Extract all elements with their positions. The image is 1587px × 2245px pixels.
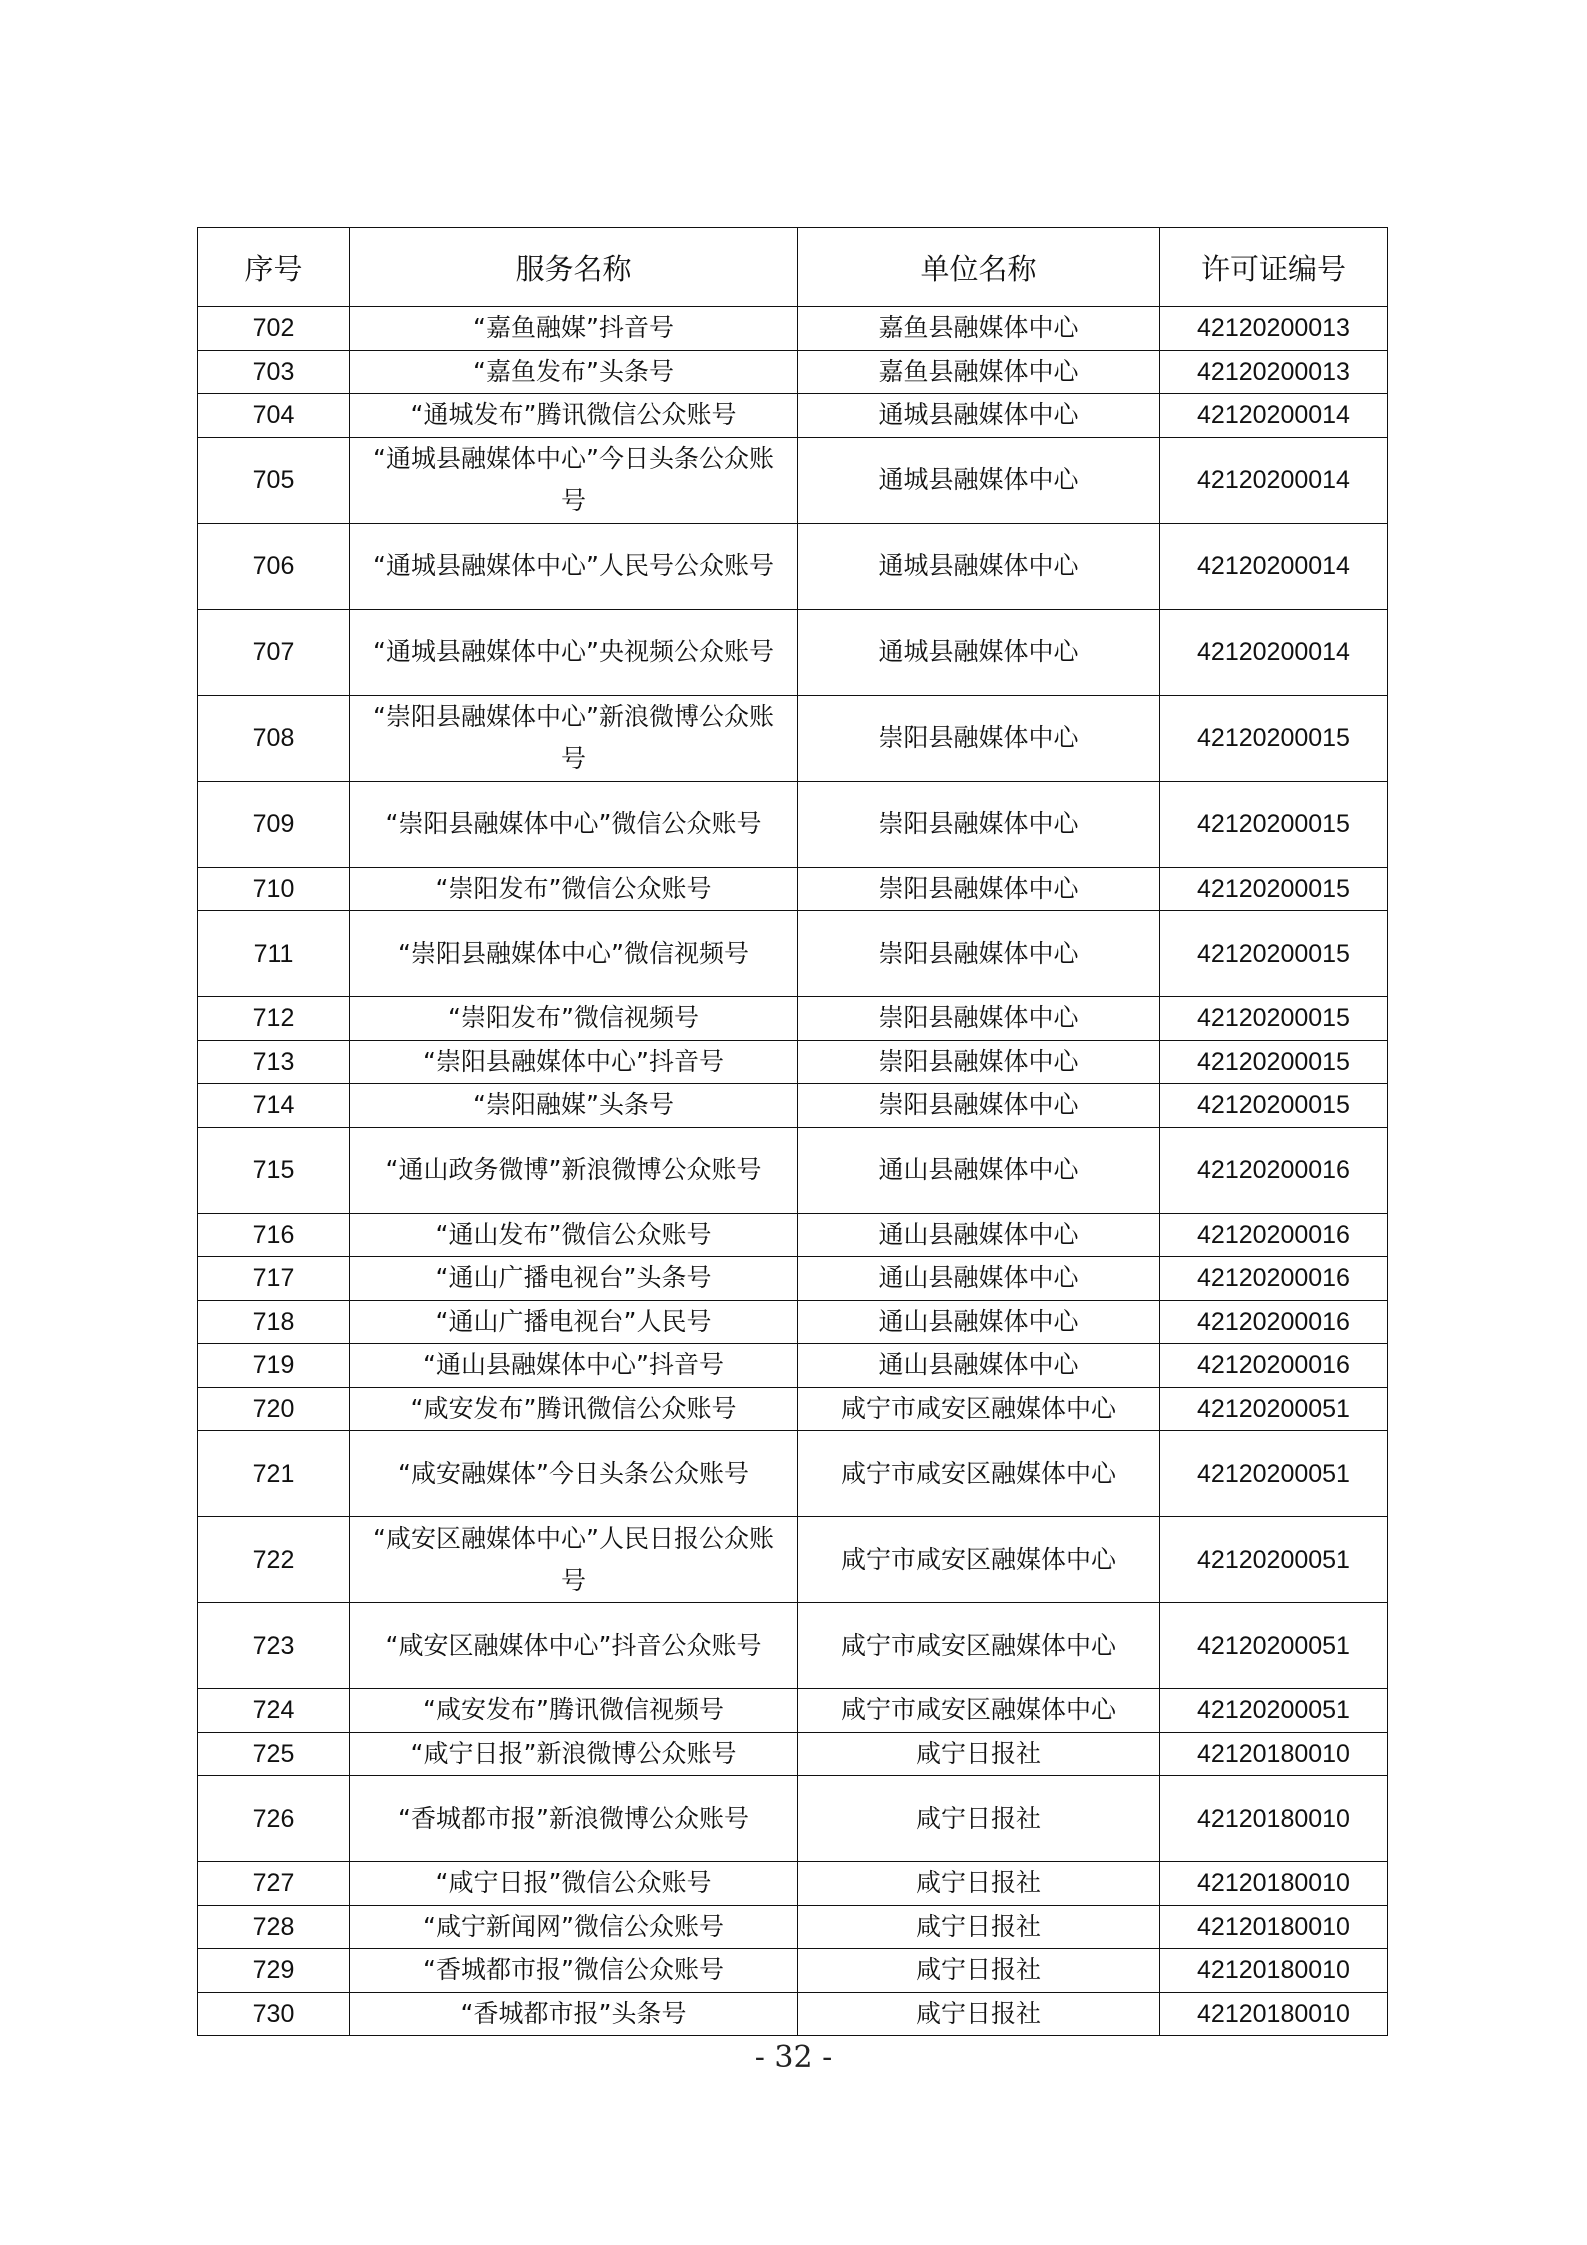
license-number-cell: 42120200015 <box>1160 1084 1388 1128</box>
table-row <box>198 867 1388 911</box>
table-row <box>198 1300 1388 1344</box>
unit-name-cell: 咸宁市咸安区融媒体中心 <box>798 1603 1160 1689</box>
license-number-cell: 42120180010 <box>1160 1862 1388 1906</box>
service-name-cell: “咸安区融媒体中心”人民日报公众账号 <box>350 1517 798 1603</box>
service-name-cell: “嘉鱼融媒”抖音号 <box>350 307 798 351</box>
serial-cell: 707 <box>198 609 350 695</box>
table-row <box>198 1776 1388 1862</box>
serial-cell: 719 <box>198 1344 350 1388</box>
license-number-cell: 42120200013 <box>1160 307 1388 351</box>
unit-name-cell: 咸宁市咸安区融媒体中心 <box>798 1517 1160 1603</box>
unit-name-cell: 嘉鱼县融媒体中心 <box>798 350 1160 394</box>
serial-cell: 724 <box>198 1689 350 1733</box>
table-row <box>198 997 1388 1041</box>
service-name-cell: “通山政务微博”新浪微博公众账号 <box>350 1127 798 1213</box>
unit-name-cell: 崇阳县融媒体中心 <box>798 1084 1160 1128</box>
table-row <box>198 1992 1388 2036</box>
table-row <box>198 695 1388 781</box>
serial-cell: 704 <box>198 394 350 438</box>
unit-name-cell: 崇阳县融媒体中心 <box>798 997 1160 1041</box>
unit-name-cell: 崇阳县融媒体中心 <box>798 867 1160 911</box>
serial-cell: 725 <box>198 1732 350 1776</box>
service-name-cell: “崇阳融媒”头条号 <box>350 1084 798 1128</box>
serial-cell: 720 <box>198 1387 350 1431</box>
service-name-cell: “通山广播电视台”头条号 <box>350 1257 798 1301</box>
license-number-cell: 42120200051 <box>1160 1689 1388 1733</box>
license-number-cell: 42120200015 <box>1160 781 1388 867</box>
serial-cell: 718 <box>198 1300 350 1344</box>
serial-cell: 716 <box>198 1213 350 1257</box>
unit-name-cell: 通山县融媒体中心 <box>798 1344 1160 1388</box>
table-body <box>198 307 1388 2036</box>
header-unit-name: 单位名称 <box>798 228 1160 307</box>
table-row <box>198 1862 1388 1906</box>
serial-cell: 729 <box>198 1949 350 1993</box>
table-row <box>198 1257 1388 1301</box>
license-number-cell: 42120200015 <box>1160 867 1388 911</box>
service-name-cell: “崇阳县融媒体中心”微信公众账号 <box>350 781 798 867</box>
table-row <box>198 1603 1388 1689</box>
unit-name-cell: 通城县融媒体中心 <box>798 523 1160 609</box>
service-name-cell: “咸宁日报”微信公众账号 <box>350 1862 798 1906</box>
unit-name-cell: 通山县融媒体中心 <box>798 1300 1160 1344</box>
license-number-cell: 42120200014 <box>1160 609 1388 695</box>
service-name-cell: “嘉鱼发布”头条号 <box>350 350 798 394</box>
license-number-cell: 42120180010 <box>1160 1776 1388 1862</box>
license-number-cell: 42120200015 <box>1160 911 1388 997</box>
service-name-cell: “通山广播电视台”人民号 <box>350 1300 798 1344</box>
unit-name-cell: 通城县融媒体中心 <box>798 394 1160 438</box>
header-service-name: 服务名称 <box>350 228 798 307</box>
unit-name-cell: 崇阳县融媒体中心 <box>798 1040 1160 1084</box>
license-number-cell: 42120200051 <box>1160 1603 1388 1689</box>
serial-cell: 703 <box>198 350 350 394</box>
table-row <box>198 1344 1388 1388</box>
license-number-cell: 42120200016 <box>1160 1127 1388 1213</box>
unit-name-cell: 咸宁日报社 <box>798 1776 1160 1862</box>
service-name-cell: “崇阳发布”微信公众账号 <box>350 867 798 911</box>
table-row <box>198 781 1388 867</box>
service-name-cell: “咸宁日报”新浪微博公众账号 <box>350 1732 798 1776</box>
serial-cell: 717 <box>198 1257 350 1301</box>
license-number-cell: 42120200014 <box>1160 437 1388 523</box>
table-row <box>198 523 1388 609</box>
license-number-cell: 42120200016 <box>1160 1344 1388 1388</box>
service-name-cell: “崇阳县融媒体中心”新浪微博公众账号 <box>350 695 798 781</box>
serial-cell: 710 <box>198 867 350 911</box>
license-number-cell: 42120200015 <box>1160 695 1388 781</box>
header-serial: 序号 <box>198 228 350 307</box>
table-header-row <box>198 228 1388 307</box>
service-name-cell: “通城发布”腾讯微信公众账号 <box>350 394 798 438</box>
table-row <box>198 394 1388 438</box>
unit-name-cell: 通山县融媒体中心 <box>798 1213 1160 1257</box>
license-number-cell: 42120200014 <box>1160 523 1388 609</box>
serial-cell: 706 <box>198 523 350 609</box>
table-row <box>198 1517 1388 1603</box>
table-row <box>198 307 1388 351</box>
table-row <box>198 1689 1388 1733</box>
unit-name-cell: 咸宁日报社 <box>798 1992 1160 2036</box>
unit-name-cell: 崇阳县融媒体中心 <box>798 695 1160 781</box>
table-row <box>198 1949 1388 1993</box>
service-name-cell: “崇阳县融媒体中心”抖音号 <box>350 1040 798 1084</box>
license-number-cell: 42120180010 <box>1160 1905 1388 1949</box>
table-row <box>198 1040 1388 1084</box>
service-name-cell: “通城县融媒体中心”今日头条公众账号 <box>350 437 798 523</box>
serial-cell: 727 <box>198 1862 350 1906</box>
table-row <box>198 609 1388 695</box>
table-row <box>198 1127 1388 1213</box>
service-name-cell: “通城县融媒体中心”央视频公众账号 <box>350 609 798 695</box>
unit-name-cell: 通山县融媒体中心 <box>798 1257 1160 1301</box>
license-number-cell: 42120200016 <box>1160 1300 1388 1344</box>
unit-name-cell: 咸宁日报社 <box>798 1732 1160 1776</box>
service-name-cell: “咸安发布”腾讯微信公众账号 <box>350 1387 798 1431</box>
license-number-cell: 42120200013 <box>1160 350 1388 394</box>
serial-cell: 715 <box>198 1127 350 1213</box>
serial-cell: 711 <box>198 911 350 997</box>
service-name-cell: “香城都市报”头条号 <box>350 1992 798 2036</box>
service-name-cell: “通城县融媒体中心”人民号公众账号 <box>350 523 798 609</box>
license-number-cell: 42120180010 <box>1160 1949 1388 1993</box>
unit-name-cell: 通城县融媒体中心 <box>798 437 1160 523</box>
unit-name-cell: 咸宁日报社 <box>798 1949 1160 1993</box>
unit-name-cell: 咸宁日报社 <box>798 1905 1160 1949</box>
license-number-cell: 42120200016 <box>1160 1257 1388 1301</box>
license-number-cell: 42120180010 <box>1160 1732 1388 1776</box>
unit-name-cell: 通城县融媒体中心 <box>798 609 1160 695</box>
table-row <box>198 1213 1388 1257</box>
unit-name-cell: 咸宁日报社 <box>798 1862 1160 1906</box>
serial-cell: 726 <box>198 1776 350 1862</box>
serial-cell: 730 <box>198 1992 350 2036</box>
serial-cell: 728 <box>198 1905 350 1949</box>
serial-cell: 722 <box>198 1517 350 1603</box>
license-table <box>197 227 1388 2036</box>
serial-cell: 709 <box>198 781 350 867</box>
license-number-cell: 42120200015 <box>1160 1040 1388 1084</box>
table-row <box>198 350 1388 394</box>
unit-name-cell: 崇阳县融媒体中心 <box>798 781 1160 867</box>
serial-cell: 713 <box>198 1040 350 1084</box>
service-name-cell: “通山发布”微信公众账号 <box>350 1213 798 1257</box>
service-name-cell: “通山县融媒体中心”抖音号 <box>350 1344 798 1388</box>
serial-cell: 708 <box>198 695 350 781</box>
service-name-cell: “咸宁新闻网”微信公众账号 <box>350 1905 798 1949</box>
service-name-cell: “咸安区融媒体中心”抖音公众账号 <box>350 1603 798 1689</box>
service-name-cell: “崇阳县融媒体中心”微信视频号 <box>350 911 798 997</box>
header-license-number: 许可证编号 <box>1160 228 1388 307</box>
table-row <box>198 437 1388 523</box>
serial-cell: 705 <box>198 437 350 523</box>
unit-name-cell: 崇阳县融媒体中心 <box>798 911 1160 997</box>
table-row <box>198 1732 1388 1776</box>
license-number-cell: 42120200051 <box>1160 1387 1388 1431</box>
serial-cell: 702 <box>198 307 350 351</box>
service-name-cell: “崇阳发布”微信视频号 <box>350 997 798 1041</box>
table-row <box>198 1905 1388 1949</box>
license-number-cell: 42120200051 <box>1160 1431 1388 1517</box>
service-name-cell: “香城都市报”微信公众账号 <box>350 1949 798 1993</box>
table-row <box>198 1387 1388 1431</box>
unit-name-cell: 通山县融媒体中心 <box>798 1127 1160 1213</box>
license-number-cell: 42120180010 <box>1160 1992 1388 2036</box>
table-row <box>198 911 1388 997</box>
license-number-cell: 42120200014 <box>1160 394 1388 438</box>
service-name-cell: “咸安融媒体”今日头条公众账号 <box>350 1431 798 1517</box>
serial-cell: 712 <box>198 997 350 1041</box>
service-name-cell: “香城都市报”新浪微博公众账号 <box>350 1776 798 1862</box>
license-number-cell: 42120200015 <box>1160 997 1388 1041</box>
serial-cell: 721 <box>198 1431 350 1517</box>
service-name-cell: “咸安发布”腾讯微信视频号 <box>350 1689 798 1733</box>
page-number: - 32 - <box>754 2040 833 2075</box>
license-number-cell: 42120200051 <box>1160 1517 1388 1603</box>
unit-name-cell: 嘉鱼县融媒体中心 <box>798 307 1160 351</box>
unit-name-cell: 咸宁市咸安区融媒体中心 <box>798 1387 1160 1431</box>
serial-cell: 714 <box>198 1084 350 1128</box>
license-number-cell: 42120200016 <box>1160 1213 1388 1257</box>
serial-cell: 723 <box>198 1603 350 1689</box>
table-row <box>198 1431 1388 1517</box>
table-row <box>198 1084 1388 1128</box>
unit-name-cell: 咸宁市咸安区融媒体中心 <box>798 1431 1160 1517</box>
unit-name-cell: 咸宁市咸安区融媒体中心 <box>798 1689 1160 1733</box>
